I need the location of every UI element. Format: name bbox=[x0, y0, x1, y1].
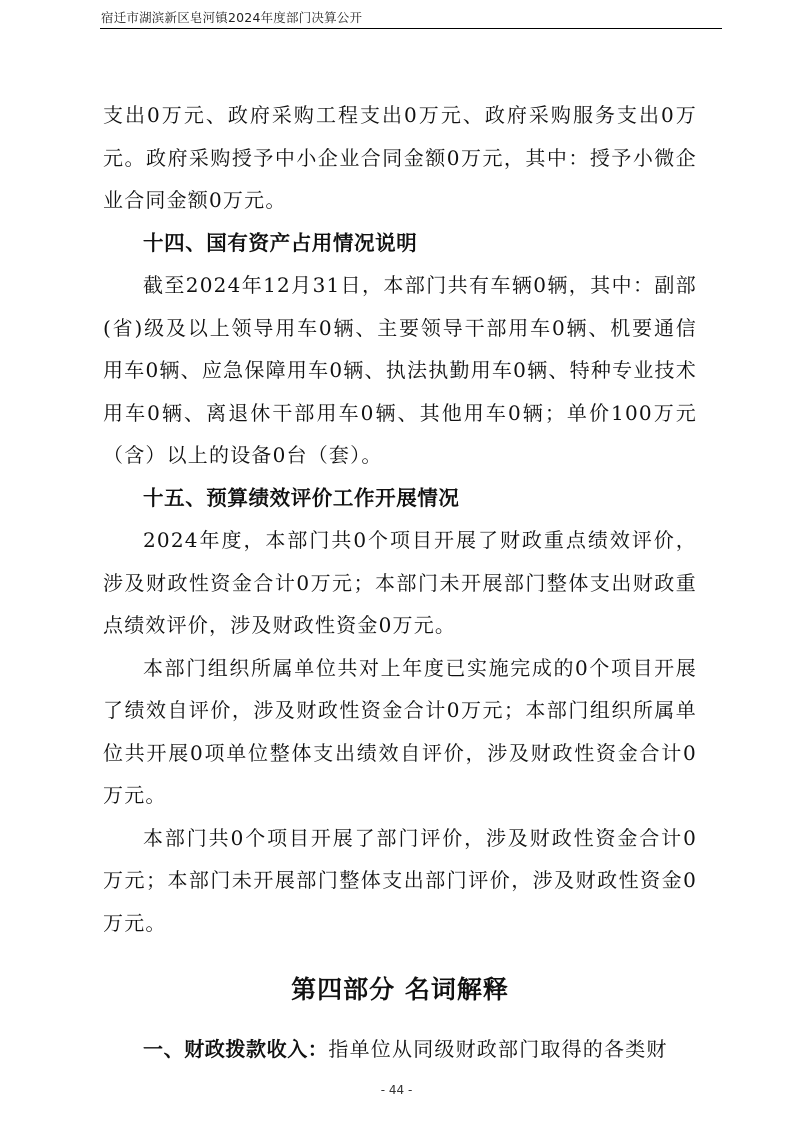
paragraph-self-evaluation: 本部门组织所属单位共对上年度已实施完成的0个项目开展了绩效自评价，涉及财政性资金合计0万元；本部门组织所属单位共开展0项单位整体支出绩效自评价，涉及财政性资金合计0万元。 bbox=[103, 655, 697, 807]
paragraph-key-evaluation: 2024年度，本部门共0个项目开展了财政重点绩效评价，涉及财政性资金合计0万元；本部门未开展部门整体支出财政重点绩效评价，涉及财政性资金0万元。 bbox=[103, 528, 697, 637]
section-heading-15: 十五、预算绩效评价工作开展情况 bbox=[143, 485, 460, 510]
paragraph-procurement-continued: 支出0万元、政府采购工程支出0万元、政府采购服务支出0万元。政府采购授予中小企业合同金额0万元，其中：授予小微企业合同金额0万元。 bbox=[103, 103, 697, 212]
document-body bbox=[103, 94, 697, 1071]
definition-term: 一、财政拨款收入： bbox=[143, 1037, 329, 1061]
section-heading-14: 十四、国有资产占用情况说明 bbox=[143, 230, 418, 255]
running-header: 宿迁市湖滨新区皂河镇2024年度部门决算公开 bbox=[101, 10, 363, 25]
definition-fiscal-appropriation bbox=[103, 1028, 697, 1071]
page-number: - 44 - bbox=[380, 1083, 413, 1097]
paragraph-department-evaluation: 本部门共0个项目开展了部门评价，涉及财政性资金合计0万元；本部门未开展部门整体支出部门评价，涉及财政性资金0万元。 bbox=[103, 825, 697, 935]
part-title: 第四部分 名词解释 bbox=[291, 975, 509, 1004]
header-divider bbox=[100, 28, 722, 29]
definition-text: 指单位从同级财政部门取得的各类财 bbox=[328, 1037, 668, 1061]
paragraph-state-assets: 截至2024年12月31日，本部门共有车辆0辆，其中：副部(省)级及以上领导用车0辆、主要领导干部用车0辆、机要通信用车0辆、应急保障用车0辆、执法执勤用车0辆、特种专业技术用车0辆、离退休干部用车0辆、其他用车0辆；单价100万元（含）以上的设备0台（套）。 bbox=[103, 273, 697, 467]
